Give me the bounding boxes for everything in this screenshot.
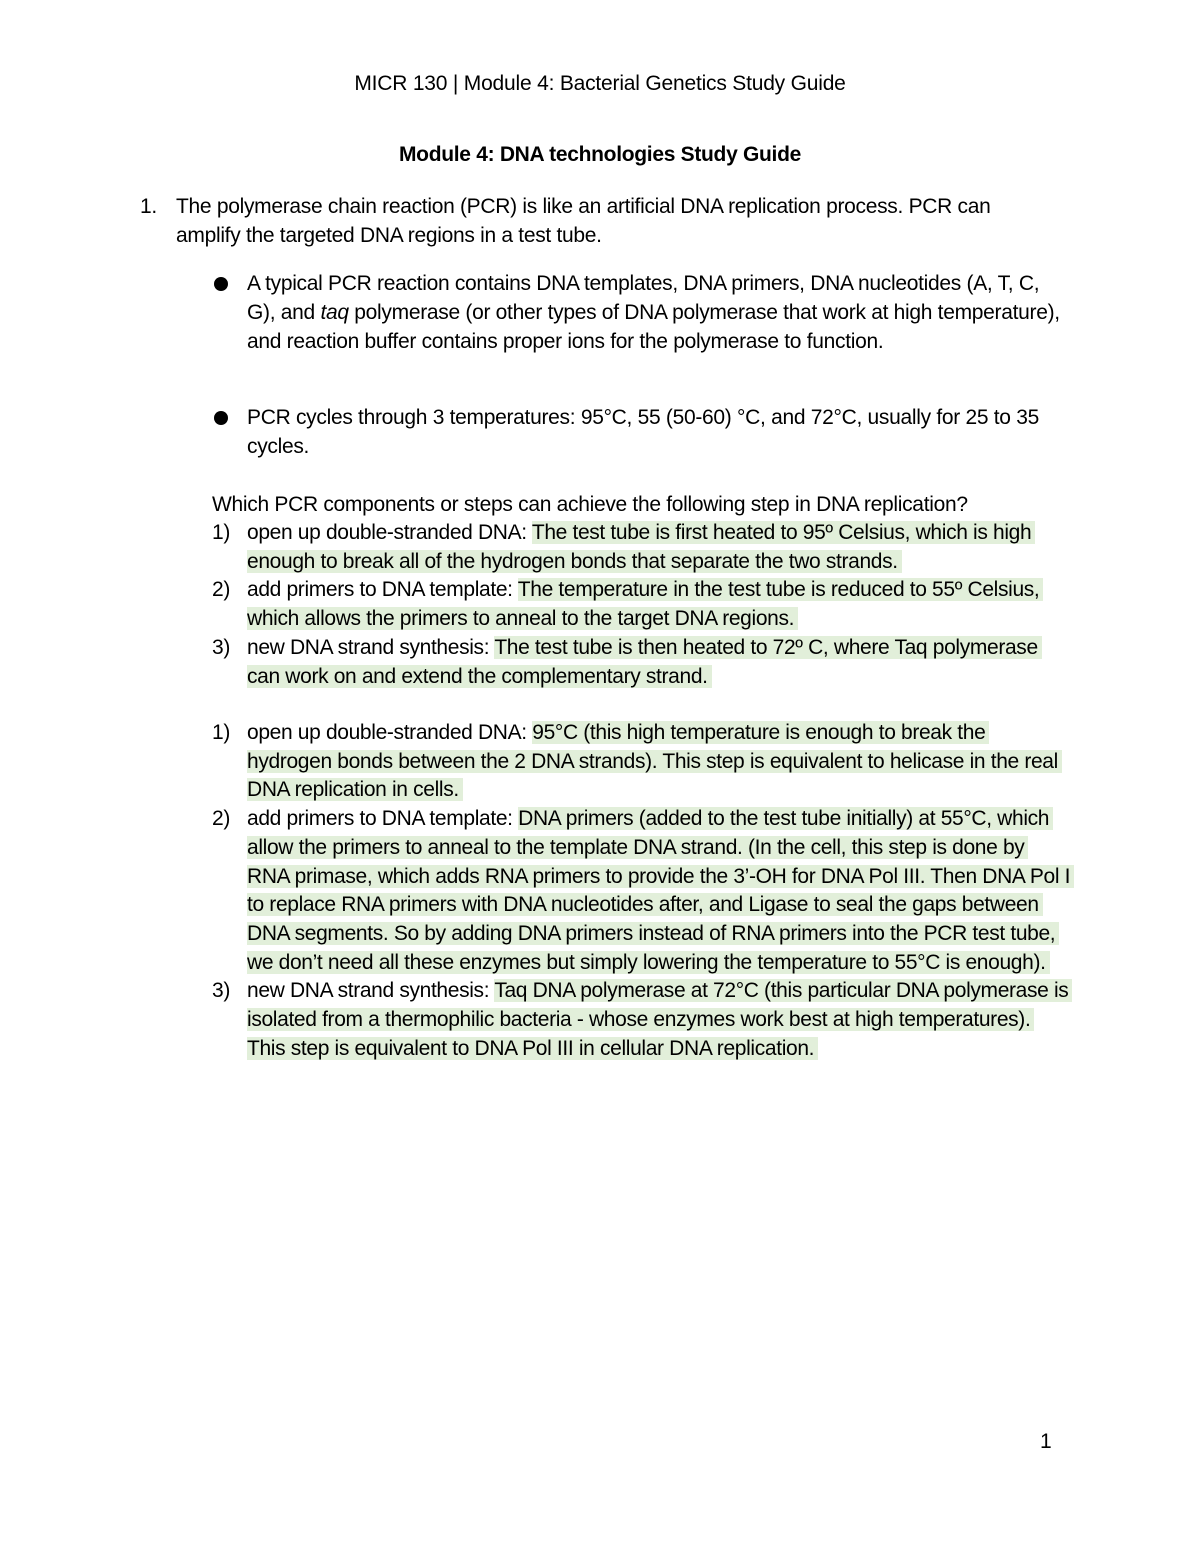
- highlighted-answer: DNA primers (added to the test tube initially) at 55°C, which allow the primers to anneal to the template DNA strand. (In the cell, this step is done by RNA primase, which adds RNA primers to provide the 3’-OH for DNA Pol III. Then DNA Pol I to replace RNA primers with DNA nucleotides after, and Ligase to seal the gaps between DNA segments. So by adding DNA primers instead of RNA primers into the PCR test tube, we don’t need all these enzymes but simply lowering the temperature to 55°C is enough).: [247, 807, 1074, 974]
- list-item: 1) open up double-stranded DNA: 95°C (this high temperature is enough to break the hydrogen bonds between the 2 DNA strands). This step is equivalent to helicase in the real DNA replication in cells.: [212, 719, 1072, 805]
- bullet-text: PCR cycles through 3 temperatures: 95°C, 55 (50-60) °C, and 72°C, usually for 25 to 35 cycles.: [247, 406, 1039, 458]
- highlighted-answer: The test tube is first heated to 95º Celsius, which is high enough to break all of the hydrogen bonds that separate the two strands.: [247, 521, 1035, 573]
- bullet-dot-icon: [214, 277, 228, 291]
- answer-list-2: [212, 719, 1072, 1063]
- step-label: add primers to DNA template:: [247, 807, 513, 831]
- highlighted-answer: The temperature in the test tube is reduced to 55º Celsius, which allows the primers to anneal to the target DNA regions.: [247, 578, 1043, 630]
- step-label: open up double-stranded DNA:: [247, 721, 527, 744]
- highlighted-answer: 95°C (this high temperature is enough to break the hydrogen bonds between the 2 DNA strands). This step is equivalent to helicase in the real DNA replication in cells.: [247, 721, 1062, 801]
- step-label: add primers to DNA template:: [247, 578, 513, 602]
- bullet-text: A typical PCR reaction contains DNA templates, DNA primers, DNA nucleotides (A, T, C, G), and taq polymerase (or other types of DNA polymerase that work at high temperature), and reaction buffer contains proper ions for the polymerase to function.: [247, 272, 1060, 353]
- list-item: 3) new DNA strand synthesis: The test tube is then heated to 72º C, where Taq polymerase can work on and extend the complementary strand.: [212, 634, 1072, 691]
- list-item: 2) add primers to DNA template: DNA primers (added to the test tube initially) at 55°C, which allow the primers to anneal to the template DNA strand. (In the cell, this step is done by RNA primase, which adds RNA primers to provide the 3’-OH for DNA Pol III. Then DNA Pol I to replace RNA primers with DNA nucleotides after, and Ligase to seal the gaps between DNA segments. So by adding DNA primers instead of RNA primers into the PCR test tube, we don’t need all these enzymes but simply lowering the temperature to 55°C is enough).: [212, 805, 1072, 977]
- highlighted-answer: Taq DNA polymerase at 72°C (this particular DNA polymerase is isolated from a thermophilic bacteria - whose enzymes work best at high temperatures). This step is equivalent to DNA Pol III in cellular DNA replication.: [247, 979, 1072, 1059]
- question-1: [140, 192, 1060, 250]
- document-title: Module 4: DNA technologies Study Guide: [398, 143, 801, 166]
- highlighted-answer: The test tube is then heated to 72º C, where Taq polymerase can work on and extend the complementary strand.: [247, 636, 1042, 688]
- list-item: 2) add primers to DNA template: The temperature in the test tube is reduced to 55º Celsius, which allows the primers to anneal to the target DNA regions.: [212, 576, 1072, 633]
- bullet-item: [212, 269, 1062, 356]
- question-text: The polymerase chain reaction (PCR) is like an artificial DNA replication process. PCR can amplify the targeted DNA regions in a test tube.: [176, 195, 991, 247]
- list-item: 1) open up double-stranded DNA: The test tube is first heated to 95º Celsius, which is high enough to break all of the hydrogen bonds that separate the two strands.: [212, 519, 1072, 576]
- bullet-item: [212, 403, 1062, 461]
- step-label: new DNA strand synthesis:: [247, 979, 490, 1003]
- list-item: 3) new DNA strand synthesis: Taq DNA polymerase at 72°C (this particular DNA polymerase is isolated from a thermophilic bacteria - whose enzymes work best at high temperatures). This step is equivalent to DNA Pol III in cellular DNA replication.: [212, 977, 1072, 1063]
- running-header: MICR 130 | Module 4: Bacterial Genetics Study Guide: [354, 72, 846, 95]
- step-label: new DNA strand synthesis:: [247, 635, 490, 659]
- page-number: 1: [1040, 1430, 1052, 1453]
- emphasis-taq: taq: [320, 301, 349, 324]
- step-label: open up double-stranded DNA:: [247, 521, 527, 544]
- question-number: 1.: [140, 195, 157, 218]
- bullet-dot-icon: [214, 411, 228, 425]
- answer-list-1: [212, 519, 1072, 691]
- question-prompt: Which PCR components or steps can achieve the following step in DNA replication?: [212, 493, 968, 516]
